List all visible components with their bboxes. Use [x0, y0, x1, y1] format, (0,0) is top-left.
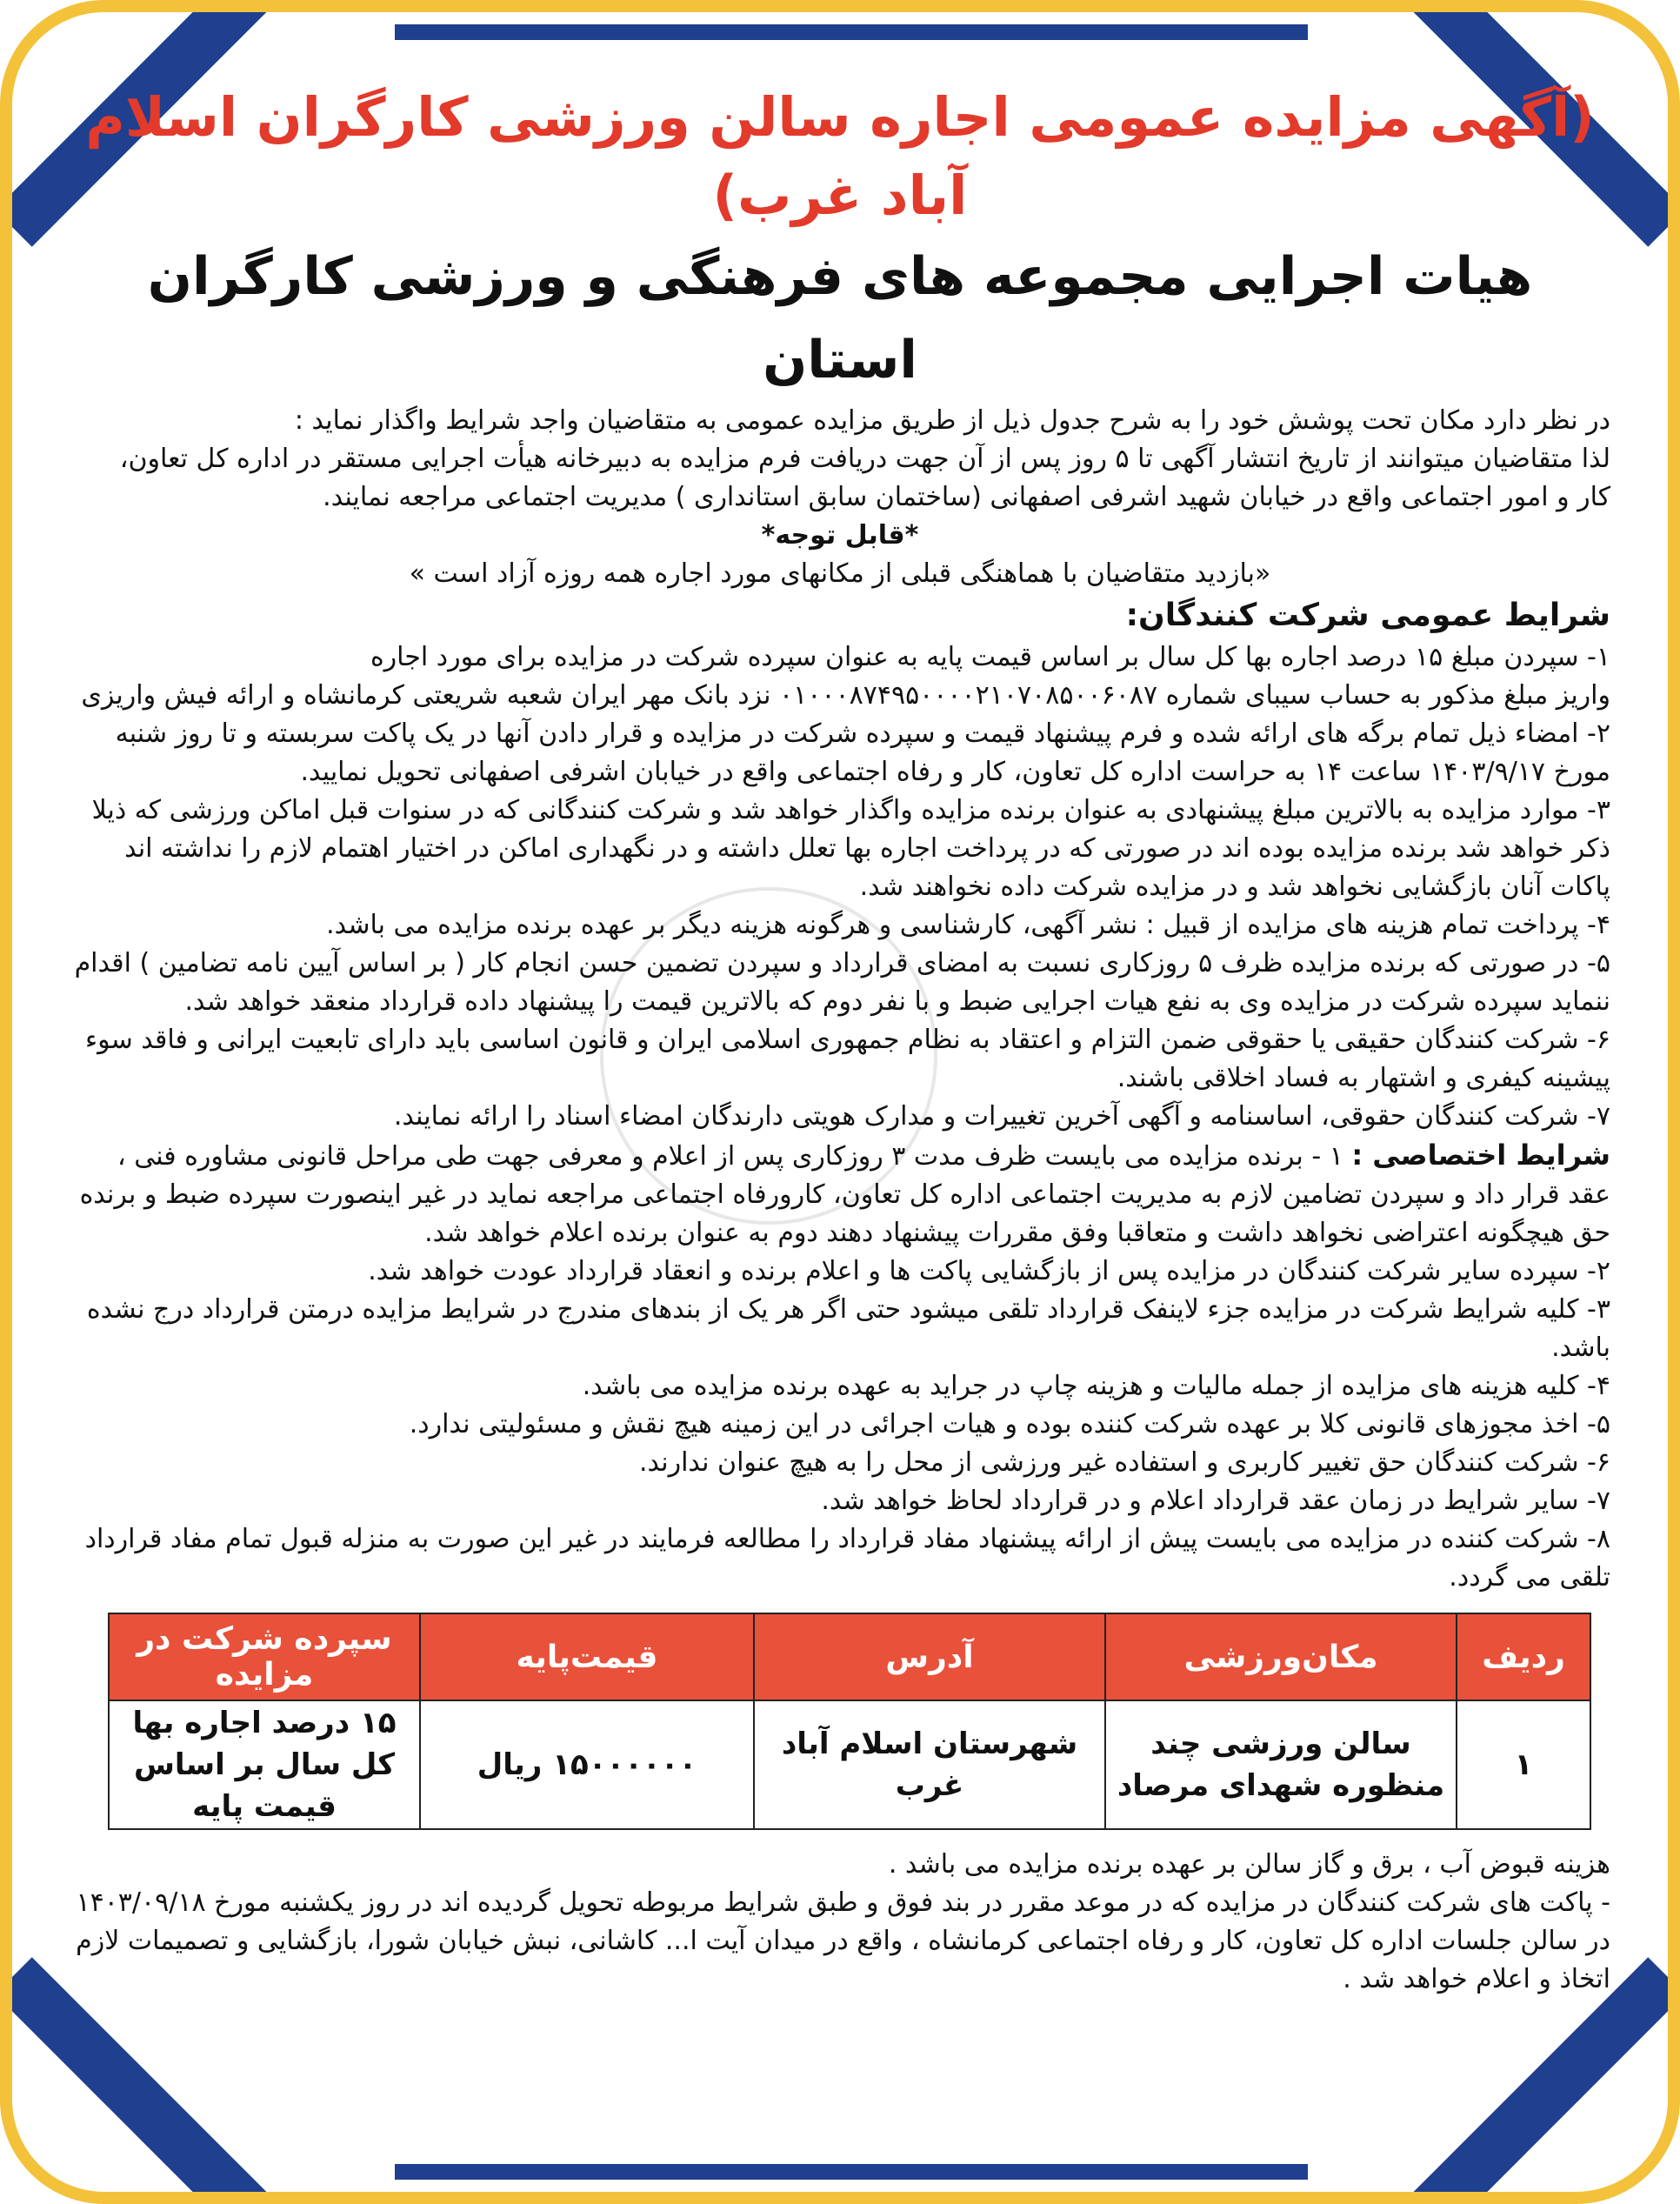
table-cell-index: ۱	[1457, 1700, 1590, 1829]
general-item: ۴- پرداخت تمام هزینه های مزایده از قبیل : نشر آگهی، کارشناسی و هرگونه هزینه دیگر بر عهده برنده مزایده می باشد.	[326, 910, 1610, 940]
special-item: ۵- اخذ مجوزهای قانونی کلا بر عهده شرکت کننده بوده و هیات اجرائی در این زمینه هیچ نقش و مسئولیتی ندارد.	[409, 1409, 1610, 1439]
general-conditions-list	[70, 638, 1610, 1136]
intro-section	[70, 402, 1610, 517]
page-subtitle: هیات اجرایی مجموعه های فرهنگی و ورزشی کارگران استان	[147, 246, 1533, 391]
special-item: ۳- کلیه شرایط شرکت در مزایده جزء لاینفک قرارداد تلقی میشود حتی اگر هر یک از بندهای مندرج در شرایط مزایده درمتن قرارداد درج نشده باشد.	[86, 1294, 1610, 1363]
general-item: ۱- سپردن مبلغ ۱۵ درصد اجاره بها کل سال بر اساس قیمت پایه به عنوان سپرده شرکت در مزایده برای مورد اجاره	[370, 642, 1610, 672]
special-item: ۸- شرکت کننده در مزایده می بایست پیش از ارائه پیشنهاد مفاد قرارداد را مطالعه فرمایند در غیر این صورت به منزله قبول تمام مفاد قرارداد تلقی می گردد.	[84, 1524, 1610, 1593]
notice-content	[70, 78, 1610, 2131]
table-header: مکان‌ورزشی	[1105, 1613, 1457, 1700]
table-cell-deposit: ۱۵ درصد اجاره بها کل سال بر اساس قیمت پایه	[109, 1700, 420, 1829]
intro-line: در نظر دارد مکان تحت پوشش خود را به شرح جدول ذیل از طریق مزایده عمومی به متقاضیان واجد شرایط واگذار نماید :	[294, 405, 1610, 436]
special-item: ۱ - برنده مزایده می بایست ظرف مدت ۳ روزکاری پس از اعلام و معرفی جهت طی مراحل قانونی مشاوره فنی ، عقد قرار داد و سپردن تضامین لازم به مدیریت اجتماعی اداره کل تعاون، کارورفاه اجتماعی مراجعه نماید در غیر اینصورت سپرده ضبط و برنده حق هیچگونه اعتراضی نخواهد داشت و متعاقبا وفق مقررات پیشنهاد دهند دوم به عنوان برنده اعلام خواهد شد.	[79, 1141, 1610, 1248]
general-item: ۳- موارد مزایده به بالاترین مبلغ پیشنهادی به عنوان برنده مزایده واگذار خواهد شد و شرکت کنندگانی که در سنوات قبل اماکن ورزشی که ذیلا ذکر خواهد شد برنده مزایده بوده اند در صورتی که در پرداخت اجاره بها تعلل داشته و در نگهداری اماکن در اختیار اهتمام لازم را نداشته اند پاکات آنان بازگشایی نخواهد شد و در مزایده شرکت داده نخواهند شد.	[91, 795, 1610, 902]
top-bar	[395, 24, 1308, 40]
attention-label: *قابل توجه*	[761, 520, 919, 551]
table-cell-price: ۱۵۰۰۰۰۰۰ ریال	[420, 1700, 754, 1829]
general-item: ۷- شرکت کنندگان حقوقی، اساسنامه و آگهی آخرین تغییرات و مدارک هویتی دارندگان امضاء اسناد را ارائه نمایند.	[393, 1101, 1610, 1132]
table-cell-address: شهرستان اسلام آباد غرب	[754, 1700, 1105, 1829]
footer-notes	[70, 1846, 1610, 1999]
general-item: ۵- در صورتی که برنده مزایده ظرف ۵ روزکاری نسبت به امضای قرارداد و سپردن تضمین حسن انجام کار ( بر اساس آیین نامه تضامین ) اقدام ننماید سپرده شرکت در مزایده وی به نفع هیات اجرایی ضبط و با نفر دوم که بالاترین قیمت را پیشنهاد داده قرارداد منعقد خواهد شد.	[74, 948, 1610, 1017]
page-title: (آگهی مزایده عمومی اجاره سالن ورزشی کارگران اسلام آباد غرب)	[85, 85, 1595, 227]
table-header: آدرس	[754, 1613, 1105, 1700]
special-conditions-list	[70, 1252, 1610, 1597]
visit-note: «بازدید متقاضیان با هماهنگی قبلی از مکانهای مورد اجاره همه روزه آزاد است »	[409, 558, 1271, 589]
table-row	[109, 1700, 1590, 1829]
general-item: ۲- امضاء ذیل تمام برگه های ارائه شده و فرم پیشنهاد قیمت و سپرده شرکت در مزایده و قرار دادن آنها در یک پاکت سربسته و تا روز شنبه مورخ ۱۴۰۳/۹/۱۷ ساعت ۱۴ به حراست اداره کل تعاون، کار و رفاه اجتماعی واقع در خیابان اشرفی اصفهانی تحویل نمایید.	[115, 718, 1610, 787]
table-header-row	[109, 1613, 1590, 1700]
intro-line: کار و امور اجتماعی واقع در خیابان شهید اشرفی اصفهانی (ساختمان سابق استانداری ) مدیریت اجتماعی مراجعه نمایند.	[323, 482, 1610, 512]
bottom-bar	[395, 2164, 1308, 2180]
special-item: ۲- سپرده سایر شرکت کنندگان در مزایده پس از بازگشایی پاکت ها و اعلام برنده و انعقاد قرارداد عودت خواهد شد.	[368, 1256, 1610, 1286]
special-item: ۷- سایر شرایط در زمان عقد قرارداد اعلام و در قرارداد لحاظ خواهد شد.	[821, 1486, 1610, 1516]
table-header: ردیف	[1457, 1613, 1590, 1700]
table-header: سپرده شرکت در مزایده	[109, 1613, 420, 1700]
footer-line: هزینه قبوض آب ، برق و گاز سالن بر عهده برنده مزایده می باشد .	[888, 1849, 1610, 1880]
intro-line: لذا متقاضیان میتوانند از تاریخ انتشار آگهی تا ۵ روز پس از آن جهت دریافت فرم مزایده به دبیرخانه هیأت اجرایی مستقر در اداره کل تعاون،	[119, 444, 1610, 474]
general-item: واریز مبلغ مذکور به حساب سیبای شماره ۰۱۰۰۰۸۷۴۹۵۰۰۰۰۲۱۰۷۰۸۵۰۰۶۰۸۷ نزد بانک مهر ایران شعبه شریعتی کرمانشاه و ارائه فیش واریزی	[81, 680, 1610, 711]
table-cell-place: سالن ورزشی چند منظوره شهدای مرصاد	[1105, 1700, 1457, 1829]
footer-line: - پاکت های شرکت کنندگان در مزایده که در موعد مقرر در بند فوق و طبق شرایط مربوطه تحویل گردیده اند در روز یکشنبه مورخ ۱۴۰۳/۰۹/۱۸ در سالن جلسات اداره کل تعاون، کار و رفاه اجتماعی کرمانشاه ، واقع در میدان آیت ا... کاشانی، نبش خیابان شورا، بازگشایی و تصمیمات لازم اتخاذ و اعلام خواهد شد .	[76, 1887, 1610, 1994]
table-header: قیمت‌پایه	[420, 1613, 754, 1700]
general-item: ۶- شرکت کنندگان حقیقی یا حقوقی ضمن التزام و اعتقاد به نظام جمهوری اسلامی ایران و قانون اساسی باید دارای تابعیت ایرانی و فاقد سوء پیشینه کیفری و اشتهار به فساد اخلاقی باشند.	[84, 1025, 1610, 1093]
special-conditions-heading: شرایط اختصاصی :	[1351, 1139, 1610, 1172]
special-item: ۴- کلیه هزینه های مزایده از جمله مالیات و هزینه چاپ در جراید به عهده برنده مزایده می باشد.	[582, 1371, 1610, 1401]
auction-table	[108, 1613, 1591, 1830]
general-conditions-heading: شرایط عمومی شرکت کنندگان:	[1125, 598, 1610, 633]
special-item: ۶- شرکت کنندگان حق تغییر کاربری و استفاده غیر ورزشی از محل را به هیچ عنوان ندارند.	[638, 1447, 1610, 1478]
